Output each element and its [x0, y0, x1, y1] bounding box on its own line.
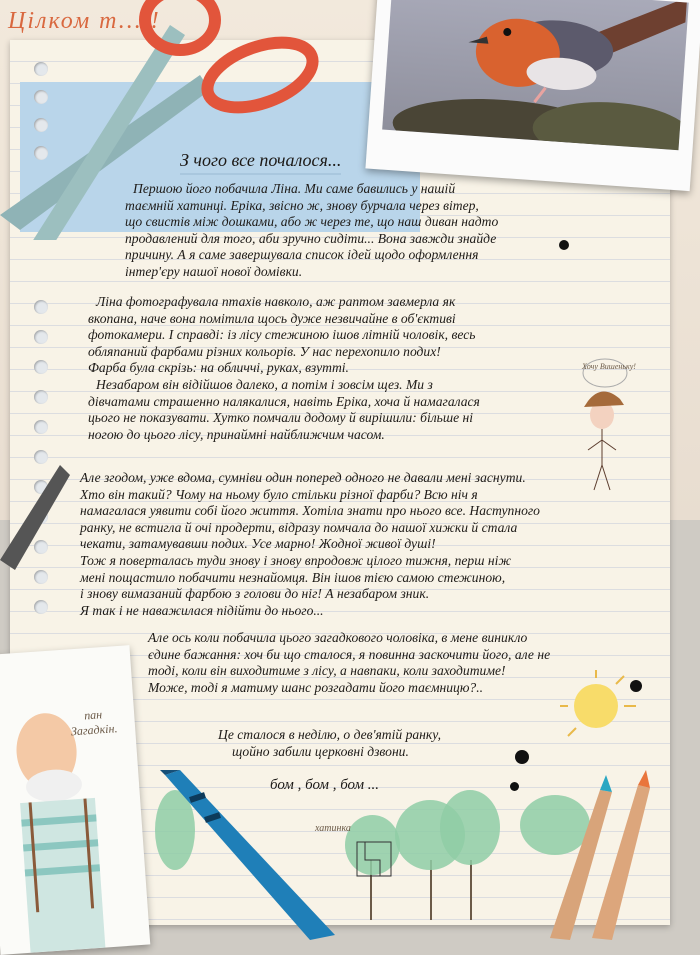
- text-line: таємній хатинці. Еріка, звісно ж, знову бурчала через вітер,: [125, 197, 479, 213]
- text-line: Тож я поверталась туди знову і знову впродовж цілого тижня, перш ніж: [80, 552, 512, 568]
- header-note: Цілком т... !: [8, 8, 161, 34]
- binder-hole: [34, 360, 48, 374]
- text-line: Але згодом, уже вдома, сумніви один поперед одного не давали мені заснути.: [80, 470, 526, 485]
- text-line: цього не показувати. Хутко помчали додому й вирішили: більше ні: [88, 410, 474, 426]
- text-line: вкопана, наче вона помітила щось дуже незвичайне в об'єктиві: [88, 310, 456, 326]
- robin-image: [382, 0, 689, 150]
- text-line: Але ось коли побачила цього загадкового чоловіка, в мене виникло: [148, 630, 528, 645]
- text-line: бом , бом , бом ...: [270, 777, 380, 793]
- text-line: причину. А я саме завершувала список ідей щодо оформлення: [125, 247, 479, 263]
- mr-mysterious-label: пан Загадкін.: [70, 707, 118, 739]
- binder-hole: [34, 600, 48, 614]
- mr-mysterious-drawing: [0, 706, 140, 954]
- paragraph-5: [218, 727, 441, 760]
- ink-blot: [630, 680, 642, 692]
- binder-hole: [34, 300, 48, 314]
- text-line: продавлений для того, аби зручно сидіти... Вона завжди знайде: [125, 230, 497, 246]
- colored-pencils: [540, 770, 660, 940]
- text-line: ногою до цього лісу, принаймні найближчим часом.: [88, 426, 385, 442]
- text-line: ранку, не встигла й очі продерти, відразу помчала до нашої хижки й стала: [80, 519, 518, 535]
- text-line: єдине бажання: хоч би що сталося, я повинна заскочити його, але не: [148, 646, 551, 662]
- binder-hole: [34, 330, 48, 344]
- paragraph-3: [80, 470, 540, 619]
- text-line: намагалася уявити собі його життя. Хотіла знати про нього все. Наступного: [80, 503, 540, 519]
- text-line: чекати, затамувавши подих. Усе марно! Жодної живої душі!: [80, 536, 436, 552]
- chapter-title: З чого все почалося...: [180, 150, 341, 175]
- sketch-card: [0, 645, 150, 955]
- text-line: що свистів між дошками, або ж через те, що наш диван надто: [125, 214, 499, 230]
- hut-drawing: [355, 840, 395, 880]
- text-line: дівчатами страшенно налякалися, навіть Еріка, хоча й намагалася: [88, 393, 480, 409]
- text-line: щойно забили церковні дзвони.: [232, 743, 409, 759]
- text-line: і знову вимазаний фарбою з голови до ніг! А незабаром зник.: [80, 586, 430, 602]
- text-line: Може, тоді я матиму шанс розгадати його таємницю?..: [148, 679, 484, 695]
- ink-blot: [515, 750, 529, 764]
- paragraph-1: [125, 181, 498, 281]
- paragraph-2: [88, 294, 480, 443]
- text-line: мені пощастило побачити незнайомця. Він ішов тією самою стежиною,: [80, 569, 506, 585]
- text-line: Я так і не наважилася підійти до нього...: [80, 602, 324, 618]
- gray-crayon: [0, 460, 70, 580]
- girl-speech: Хочу Вишеньку!: [582, 362, 636, 371]
- blue-crayon: [160, 770, 340, 940]
- paragraph-4: [148, 630, 550, 696]
- binder-hole: [34, 390, 48, 404]
- text-line: Ліна фотографувала птахів навколо, аж раптом завмерла як: [96, 294, 456, 309]
- text-line: Незабаром він відійшов далеко, а потім і зовсім щез. Ми з: [96, 376, 433, 392]
- text-line: тоді, коли він виходитиме з лісу, а навпаки, коли заходитиме!: [148, 663, 506, 679]
- text-line: Фарба була скрізь: на обличчі, руках, взутті.: [88, 360, 349, 376]
- text-line: Хто він такий? Чому на ньому було стільки різної фарби? Всю ніч я: [80, 486, 478, 502]
- text-line: Це сталося в неділю, о дев'ятій ранку,: [218, 727, 442, 742]
- ink-blot: [510, 782, 519, 791]
- binder-hole: [34, 420, 48, 434]
- text-line: інтер'єру нашої нової домівки.: [125, 263, 303, 279]
- robin-photo: [365, 0, 700, 191]
- hut-label: хатинка: [315, 823, 351, 834]
- sun-drawing: [560, 670, 640, 740]
- ink-blot: [559, 240, 569, 250]
- girl-drawing: [580, 355, 640, 495]
- text-line: обляпаний фарбами різних кольорів. У нас перехопило подих!: [88, 343, 441, 359]
- text-line: фотокамери. І справді: із лісу стежиною ішов літній чоловік, весь: [88, 327, 476, 343]
- text-line: Першою його побачила Ліна. Ми саме бавились у нашій: [133, 181, 456, 196]
